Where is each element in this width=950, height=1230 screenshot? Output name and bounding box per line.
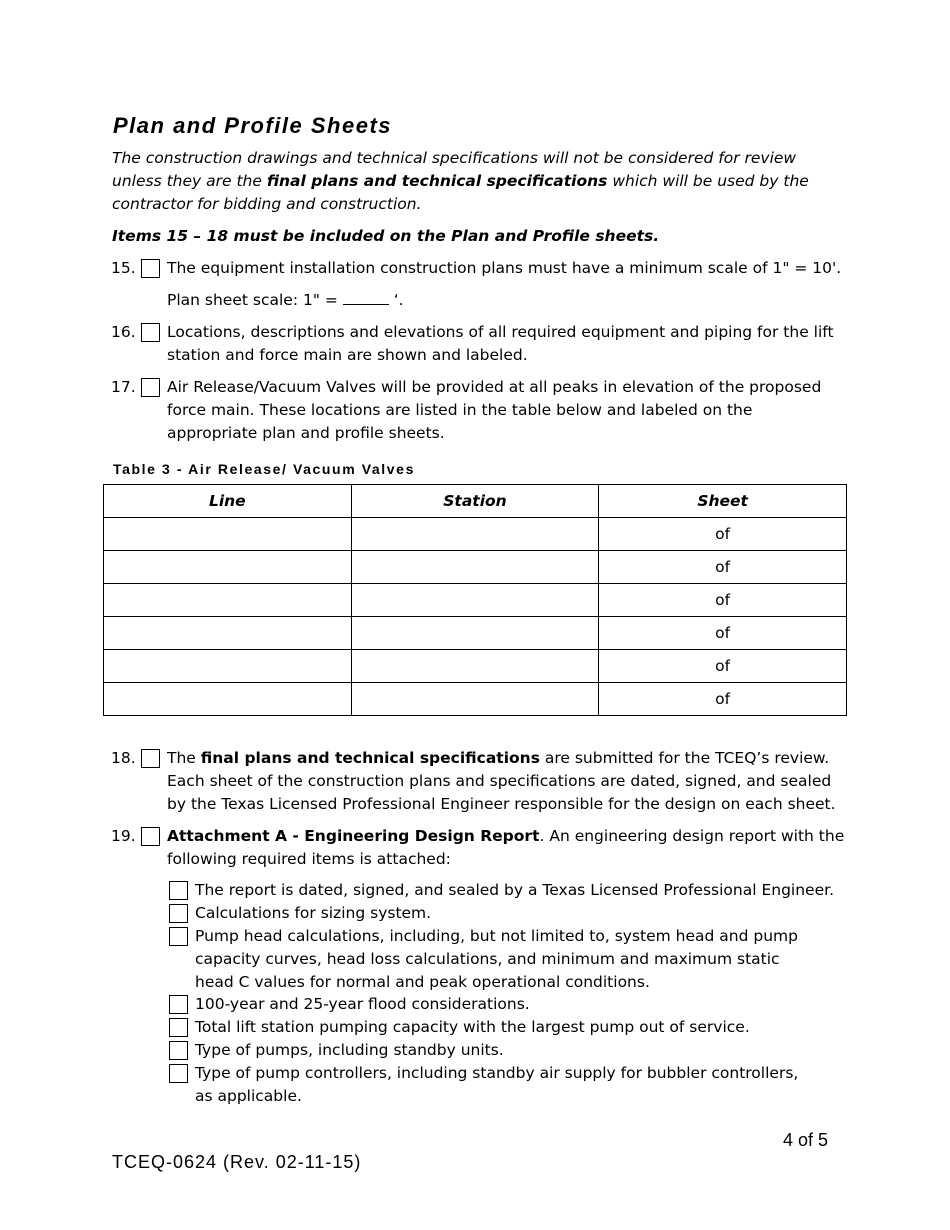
item-18-number: 18. [111, 749, 136, 767]
table-caption: Table 3 - Air Release/ Vacuum Valves [113, 461, 415, 477]
sheet-cell[interactable]: of [599, 650, 847, 683]
page-number: 4 of 5 [783, 1130, 829, 1150]
air-release-valves-table [103, 484, 847, 716]
section-title: Plan and Profile Sheets [113, 113, 393, 138]
intro-text-2: which will be used by the contractor for bidding and construction. [112, 172, 809, 213]
station-cell[interactable] [351, 584, 599, 617]
intro-paragraph [112, 147, 842, 216]
sheet-cell[interactable]: of [599, 551, 847, 584]
table-row [104, 584, 847, 617]
column-header-sheet: Sheet [599, 485, 847, 518]
item-15-text: The equipment installation construction plans must have a minimum scale of 1" = 10'. [167, 259, 842, 277]
line-cell[interactable] [104, 584, 352, 617]
column-header-line: Line [104, 485, 352, 518]
intro-text-1: The construction drawings and technical specifications will not be considered for review unless they are the [112, 149, 797, 190]
item-16-number: 16. [111, 323, 136, 341]
item-19-number: 19. [111, 827, 136, 845]
item-15-checkbox[interactable] [141, 259, 160, 278]
intro-bold-text: final plans and technical specifications [266, 172, 608, 190]
subitem-checkbox[interactable] [169, 904, 188, 923]
item-19-text [167, 825, 847, 871]
subitem-text: Pump head calculations, including, but not limited to, system head and pump capacity curves, head loss calculations, and minimum and maximum static head C values for normal and peak operational conditions. [195, 927, 798, 991]
item-18-checkbox[interactable] [141, 749, 160, 768]
subitem-checkbox[interactable] [169, 1018, 188, 1037]
subitem-checkbox[interactable] [169, 1064, 188, 1083]
form-identifier: TCEQ-0624 (Rev. 02-11-15) [112, 1152, 362, 1172]
line-cell[interactable] [104, 518, 352, 551]
station-cell[interactable] [351, 518, 599, 551]
table-row [104, 551, 847, 584]
line-cell[interactable] [104, 683, 352, 716]
plan-sheet-scale-line [167, 289, 847, 312]
subitem-text: Total lift station pumping capacity with the largest pump out of service. [195, 1018, 750, 1036]
scale-label: Plan sheet scale: 1" = [167, 291, 343, 309]
subitem-checkbox[interactable] [169, 927, 188, 946]
item-16-text: Locations, descriptions and elevations of all required equipment and piping for the lift station and force main are shown and labeled. [167, 323, 834, 364]
attachment-a-title: Attachment A - Engineering Design Report [167, 827, 540, 845]
item-16-checkbox[interactable] [141, 323, 160, 342]
item-18-post: are submitted for the TCEQ’s review. Each sheet of the construction plans and specifications are dated, signed, and sealed by the Texas Licensed Professional Engineer responsible for the design on each sheet. [167, 749, 836, 813]
scale-blank-field[interactable] [343, 289, 389, 305]
station-cell[interactable] [351, 551, 599, 584]
station-cell[interactable] [351, 683, 599, 716]
station-cell[interactable] [351, 650, 599, 683]
subitem-text: Type of pumps, including standby units. [195, 1041, 504, 1059]
sheet-cell[interactable]: of [599, 518, 847, 551]
items-note: Items 15 – 18 must be included on the Plan and Profile sheets. [112, 227, 660, 245]
table-row [104, 617, 847, 650]
station-cell[interactable] [351, 617, 599, 650]
subitem-checkbox[interactable] [169, 1041, 188, 1060]
sheet-cell[interactable]: of [599, 683, 847, 716]
item-18-bold: final plans and technical specifications [200, 749, 540, 767]
subitem-text: Calculations for sizing system. [195, 904, 432, 922]
item-18-pre: The [167, 749, 201, 767]
subitem-text: 100-year and 25-year flood considerations. [195, 995, 530, 1013]
line-cell[interactable] [104, 617, 352, 650]
item-17-number: 17. [111, 378, 136, 396]
table-row [104, 650, 847, 683]
item-15-number: 15. [111, 259, 136, 277]
subitem-checkbox[interactable] [169, 995, 188, 1014]
table-row [104, 518, 847, 551]
sheet-cell[interactable]: of [599, 617, 847, 650]
item-19-checkbox[interactable] [141, 827, 160, 846]
line-cell[interactable] [104, 551, 352, 584]
table-header-row [104, 485, 847, 518]
line-cell[interactable] [104, 650, 352, 683]
subitem-checkbox[interactable] [169, 881, 188, 900]
table-row [104, 683, 847, 716]
sheet-cell[interactable]: of [599, 584, 847, 617]
subitem-text: Type of pump controllers, including standby air supply for bubbler controllers, as applicable. [195, 1064, 799, 1105]
item-18-text [167, 747, 847, 816]
item-19-post: . An engineering design report with the following required items is attached: [167, 827, 845, 868]
item-17-checkbox[interactable] [141, 378, 160, 397]
scale-suffix: ‘. [388, 291, 404, 309]
column-header-station: Station [351, 485, 599, 518]
subitem-text: The report is dated, signed, and sealed by a Texas Licensed Professional Engineer. [195, 881, 835, 899]
item-17-text: Air Release/Vacuum Valves will be provided at all peaks in elevation of the proposed force main. These locations are listed in the table below and labeled on the appropriate plan and profile sheets. [167, 378, 822, 442]
